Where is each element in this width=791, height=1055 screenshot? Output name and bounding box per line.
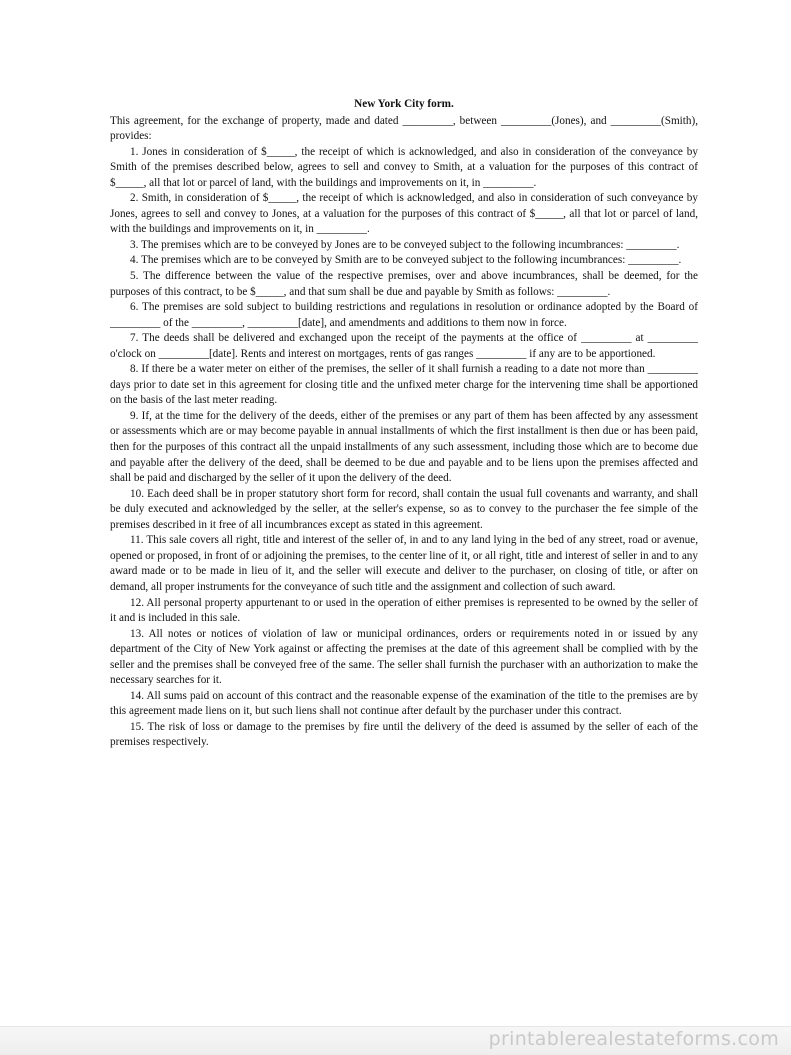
clause-7: 7. The deeds shall be delivered and exchanged upon the receipt of the payments at the office of _________ at _________ o'clock on _________[date]. Rents and interest on mortgages, rents of gas ranges _________ if any are to be apportioned. [110, 332, 698, 360]
clause-12: 12. All personal property appurtenant to or used in the operation of either premises is represented to be owned by the seller of it and is included in this sale. [110, 596, 698, 625]
clause-9: 9. If, at the time for the delivery of the deeds, either of the premises or any part of them has been affected by any assessment or assessments which are or may become payable in annual installments of which the first installment is then due or has been paid, then for the purposes of this contract all the unpaid installments of any such assessment, including those which are to become due and payable after the delivery of the deed, shall be deemed to be due and payable and to be liens upon the premises affected and shall be paid and discharged by the seller of it upon the delivery of the deed. [110, 409, 698, 485]
clause-11: 11. This sale covers all right, title and interest of the seller of, in and to any land lying in the bed of any street, road or avenue, opened or proposed, in front of or adjoining the premises, to the center line of it, or all right, title and interest of seller in and to any award made or to be made in lieu of it, and the seller will execute and deliver to the purchaser, on closing of title, or after on demand, all proper instruments for the conveyance of such title and the assignment and collection of such award. [110, 534, 698, 593]
document-title: New York City form. [354, 98, 454, 110]
clause-5: 5. The difference between the value of the respective premises, over and above incumbrances, shall be deemed, for the purposes of this contract, to be $_____, and that sum shall be due and payable by Smith as follows: _________. [110, 270, 698, 298]
watermark-text: printablerealestateforms.com [488, 1028, 779, 1050]
clause-13: 13. All notes or notices of violation of law or municipal ordinances, orders or requirements noted in or issued by any department of the City of New York against or affecting the premises at the date of this agreement shall be complied with by the seller and the premises shall be conveyed free of the same. The seller shall furnish the purchaser with an authorization to make the necessary searches for it. [110, 627, 698, 687]
clause-6: 6. The premises are sold subject to building restrictions and regulations in resolution or ordinance adopted by the Board of _________ of the _________, _________[date], and amendments and additions to them now in force. [110, 301, 698, 329]
document-page [110, 97, 698, 751]
clause-8: 8. If there be a water meter on either of the premises, the seller of it shall furnish a reading to a date not more than _________ days prior to date set in this agreement for closing title and the unfixed meter charge for the intervening time shall be apportioned on the basis of the last meter reading. [110, 363, 698, 407]
clause-1: 1. Jones in consideration of $_____, the receipt of which is acknowledged, and also in consideration of the conveyance by Smith of the premises described below, agrees to sell and convey to Smith, at a valuation for the purposes of this contract of $_____, all that lot or parcel of land, with the buildings and improvements on it, in _________. [110, 145, 698, 189]
clause-14: 14. All sums paid on account of this contract and the reasonable expense of the examination of the title to the premises are by this agreement made liens on it, but such liens shall not continue after default by the purchaser under this contract. [110, 689, 698, 718]
clause-10: 10. Each deed shall be in proper statutory short form for record, shall contain the usual full covenants and warranty, and shall be duly executed and acknowledged by the seller, at the seller's expense, so as to convey to the purchaser the fee simple of the premises described in it free of all incumbrances except as stated in this agreement. [110, 487, 698, 531]
footer-bar [0, 1026, 791, 1055]
clause-4: 4. The premises which are to be conveyed by Smith are to be conveyed subject to the following incumbrances: _________. [130, 254, 682, 267]
clause-3: 3. The premises which are to be conveyed by Jones are to be conveyed subject to the following incumbrances: _________. [130, 238, 680, 251]
intro-paragraph: This agreement, for the exchange of property, made and dated _________, between _________(Jones), and _________(Smith), provides: [110, 114, 698, 143]
clause-2: 2. Smith, in consideration of $_____, the receipt of which is acknowledged, and also in consideration of such conveyance by Jones, agrees to sell and convey to Jones, at a valuation for the purposes of this contract of $_____, all that lot or parcel of land, with the buildings and improvements on it, in _________. [110, 192, 698, 236]
clause-15: 15. The risk of loss or damage to the premises by fire until the delivery of the deed is assumed by the seller of each of the premises respectively. [110, 720, 698, 749]
